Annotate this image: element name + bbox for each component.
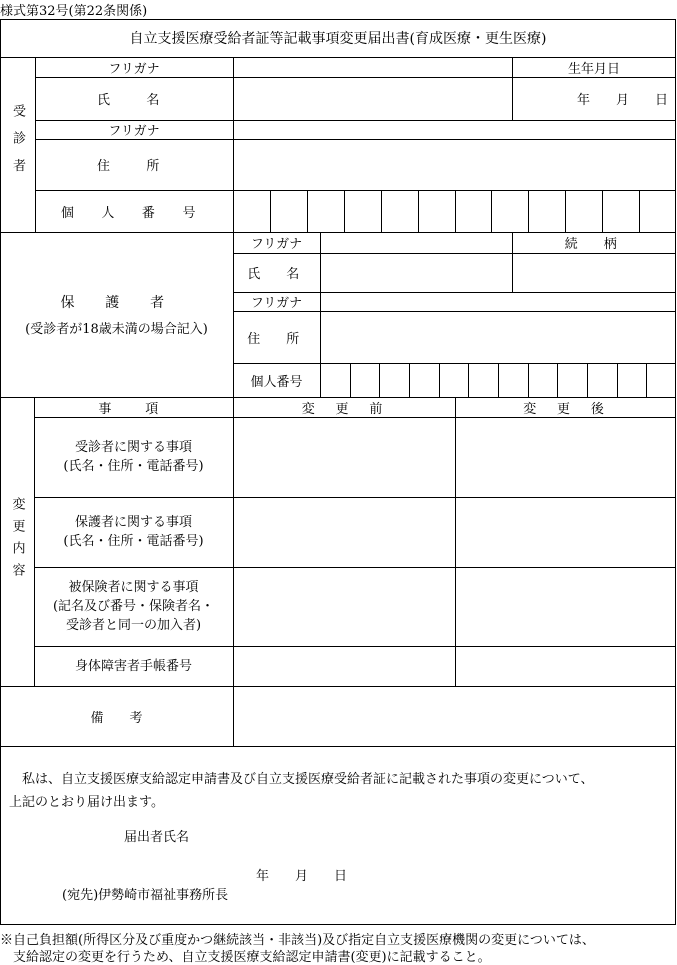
id-digit-box[interactable] — [528, 363, 558, 397]
id-digit-box[interactable] — [455, 190, 492, 232]
id-digit-box[interactable] — [344, 190, 381, 232]
guardian-address-furigana-field[interactable] — [321, 293, 675, 310]
change-row-label: 受診者に関する事項 (氏名・住所・電話番号) — [63, 440, 204, 474]
form-title: 自立支援医療受給者証等記載事項変更届出書(育成医療・更生医療) — [129, 31, 547, 47]
change-after-field[interactable] — [456, 418, 675, 496]
applicant-name-field[interactable] — [210, 822, 650, 846]
guardian-name-field[interactable] — [321, 254, 511, 291]
applicant-name-label: 届出者氏名 — [124, 830, 190, 845]
patient-address-field[interactable] — [234, 140, 675, 189]
change-after-field[interactable] — [456, 647, 675, 685]
id-digit-box[interactable] — [617, 363, 647, 397]
id-digit-box[interactable] — [439, 363, 469, 397]
id-digit-box[interactable] — [646, 363, 676, 397]
id-digit-box[interactable] — [587, 363, 617, 397]
guardian-address-label: 住 所 — [247, 331, 306, 347]
change-row-label: 被保険者に関する事項 (記名及び番号・保険者名・ 受診者と同一の加入者) — [52, 580, 215, 633]
id-digit-box[interactable] — [639, 190, 676, 232]
id-digit-box[interactable] — [233, 190, 270, 232]
patient-furigana-label: フリガナ — [108, 61, 160, 77]
footnote-line2: 支給認定の変更を行うため、自立支援医療支給認定申請書(変更)に記載すること。 — [0, 950, 491, 965]
guardian-id-number-label: 個人番号 — [250, 374, 303, 390]
change-row-label: 身体障害者手帳番号 — [74, 658, 192, 674]
col-before-header: 変 更 前 — [301, 401, 387, 417]
addressee: (宛先)伊勢崎市福祉事務所長 — [62, 888, 229, 903]
remarks-field[interactable] — [234, 687, 675, 745]
patient-address-furigana-field[interactable] — [234, 121, 675, 138]
id-digit-box[interactable] — [468, 363, 498, 397]
id-digit-box[interactable] — [307, 190, 344, 232]
change-before-field[interactable] — [234, 647, 454, 685]
id-digit-box[interactable] — [381, 190, 418, 232]
id-digit-box[interactable] — [409, 363, 439, 397]
patient-address-furigana-label: フリガナ — [108, 124, 160, 139]
id-digit-box[interactable] — [418, 190, 455, 232]
birthdate-field[interactable]: 年 月 日 — [576, 93, 668, 108]
patient-address-label: 住 所 — [96, 159, 172, 174]
relation-field[interactable] — [513, 254, 675, 291]
guardian-furigana-field[interactable] — [321, 233, 511, 252]
guardian-furigana-label: フリガナ — [250, 237, 303, 252]
patient-furigana-field[interactable] — [234, 58, 511, 76]
patient-id-number-label: 個 人 番 号 — [60, 205, 208, 221]
remarks-label: 備 考 — [90, 710, 143, 726]
guardian-section-label: 保 護 者 (受診者が18歳未満の場合記入) — [25, 295, 208, 337]
id-digit-box[interactable] — [491, 190, 528, 232]
footnote-line1: ※自己負担額(所得区分及び重度かつ継続該当・非該当)及び指定自立支援医療機関の変更については、 — [0, 933, 595, 948]
id-digit-box[interactable] — [528, 190, 565, 232]
guardian-address-furigana-label: フリガナ — [250, 296, 303, 311]
id-digit-box[interactable] — [498, 363, 528, 397]
id-digit-box[interactable] — [602, 190, 639, 232]
id-digit-box[interactable] — [350, 363, 380, 397]
declaration-text-line2: 上記のとおり届け出ます。 — [9, 795, 164, 810]
relation-label: 続 柄 — [564, 237, 624, 252]
change-after-field[interactable] — [456, 568, 675, 645]
col-item-header: 事 項 — [98, 401, 169, 417]
changes-section-label: 変更内容 — [9, 497, 25, 586]
form-number: 様式第32号(第22条関係) — [0, 4, 148, 19]
declaration-text-line1: 私は、自立支援医療支給認定申請書及び自立支援医療受給者証に記載された事項の変更について、 — [22, 772, 594, 787]
id-digit-box[interactable] — [270, 190, 307, 232]
id-digit-box[interactable] — [379, 363, 409, 397]
change-row-label: 保護者に関する事項 (氏名・住所・電話番号) — [63, 515, 204, 549]
patient-name-label: 氏 名 — [96, 93, 172, 108]
id-digit-box[interactable] — [565, 190, 602, 232]
declaration-date: 年 月 日 — [256, 869, 348, 884]
change-after-field[interactable] — [456, 498, 675, 566]
birthdate-label: 生年月日 — [567, 61, 620, 77]
patient-section-label: 受診者 — [10, 103, 25, 186]
guardian-name-label: 氏 名 — [247, 267, 306, 282]
patient-name-field[interactable] — [234, 78, 511, 119]
id-digit-box[interactable] — [557, 363, 587, 397]
change-before-field[interactable] — [234, 568, 454, 645]
col-after-header: 変 更 後 — [523, 401, 608, 417]
change-before-field[interactable] — [234, 418, 454, 496]
guardian-address-field[interactable] — [321, 312, 675, 362]
change-before-field[interactable] — [234, 498, 454, 566]
id-digit-box[interactable] — [320, 363, 350, 397]
